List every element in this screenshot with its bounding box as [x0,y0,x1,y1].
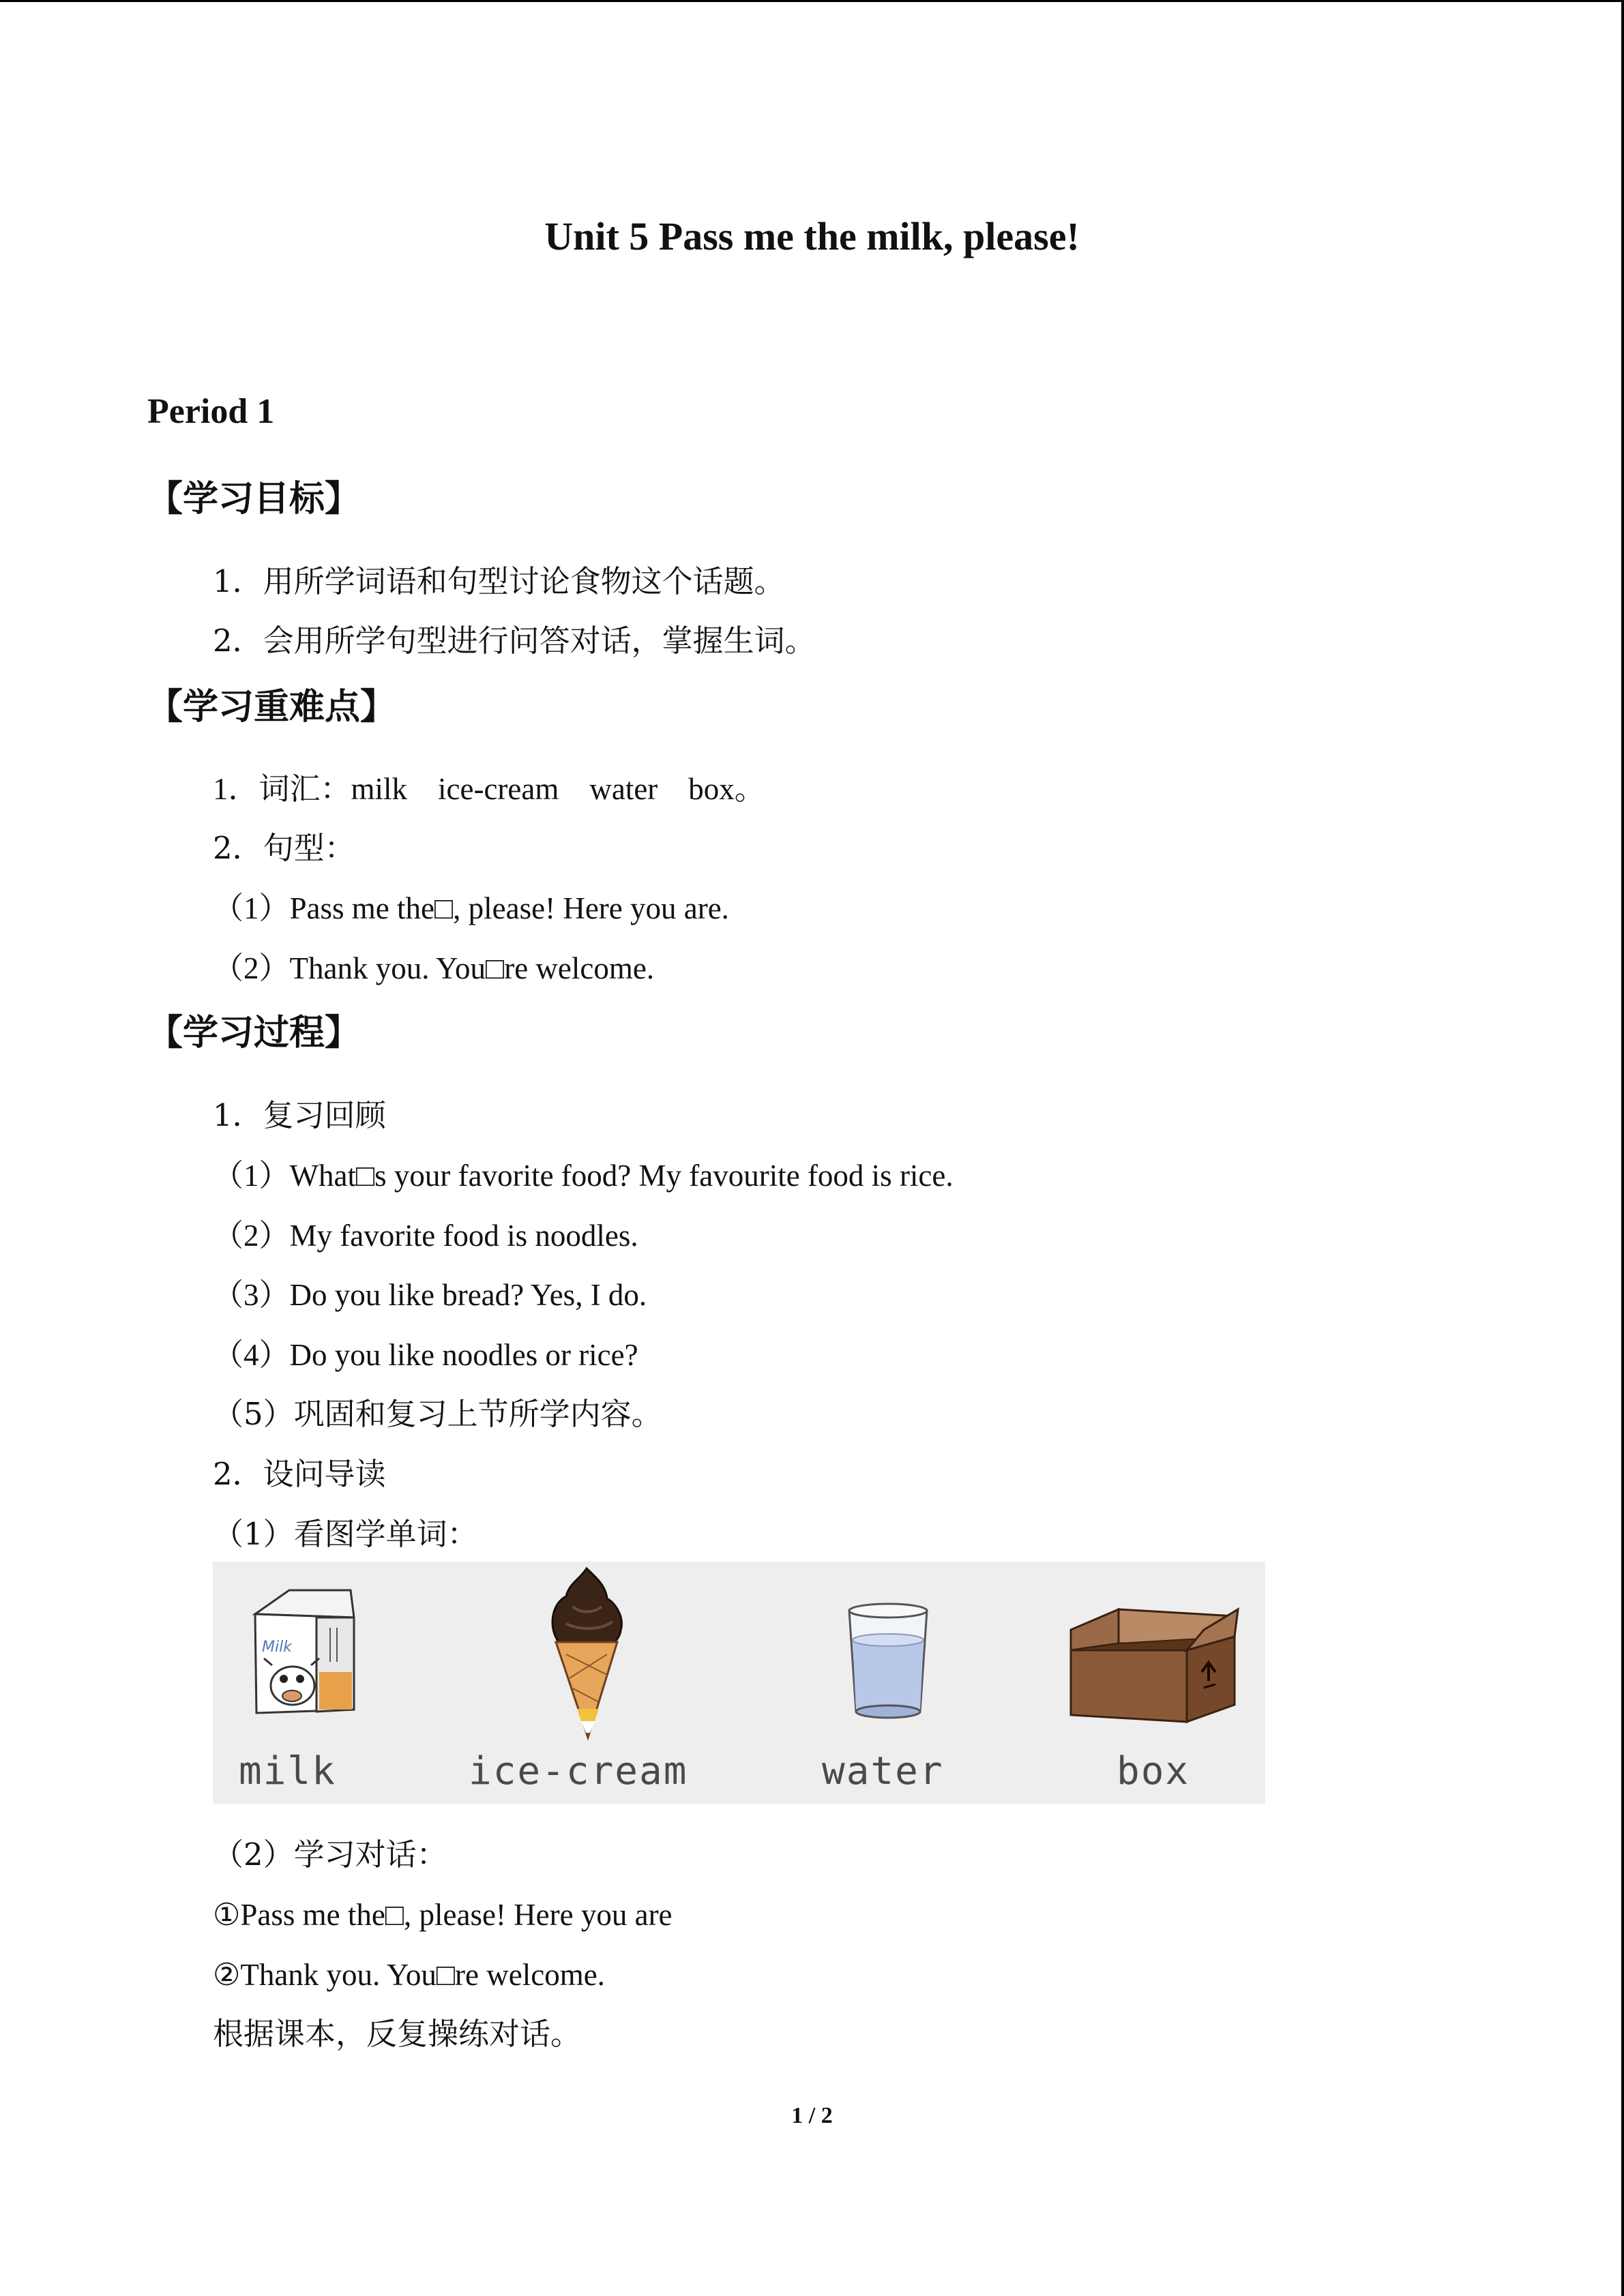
key-point-item: （2）Thank you. You□re welcome. [213,951,655,985]
process-item: 2．设问导读 [213,1456,386,1492]
key-point-item: 1．词汇：milk ice-cream water box。 [213,772,765,806]
water-glass-icon [844,1602,932,1722]
vocabulary-picture-strip [213,1562,1265,1804]
page-top-border [0,0,1624,2]
word-label-milk: milk [239,1749,336,1793]
objective-item: 1．用所学词语和句型讨论食物这个话题。 [213,563,785,599]
objective-item: 2．会用所学句型进行问答对话，掌握生词。 [213,623,816,659]
practice-instruction: 根据课本，反复操练对话。 [213,2016,582,2052]
word-label-water: water [822,1749,944,1793]
process-item: （4）Do you like noodles or rice? [213,1338,638,1372]
word-label-box: box [1117,1749,1190,1793]
box-icon [1064,1596,1241,1729]
section-heading-key-points: 【学习重难点】 [147,687,396,728]
process-item: （3）Do you like bread? Yes, I do. [213,1278,647,1312]
process-item: 1．复习回顾 [213,1097,386,1133]
milk-carton-icon [235,1577,364,1723]
section-heading-objectives: 【学习目标】 [147,479,361,520]
section-heading-process: 【学习过程】 [147,1013,361,1054]
ice-cream-icon [539,1566,634,1743]
process-item: （5）巩固和复习上节所学内容。 [213,1396,662,1432]
page-right-border [1621,0,1624,2296]
page-title: Unit 5 Pass me the milk, please! [544,214,1080,258]
dialogue-line: ②Thank you. You□re welcome. [213,1958,605,1992]
period-heading: Period 1 [147,392,275,431]
process-item: （2）学习对话： [213,1836,447,1873]
key-point-item: （1）Pass me the□, please! Here you are. [213,891,729,925]
svg-text:Milk: Milk [262,1639,292,1656]
page-number: 1 / 2 [791,2103,833,2128]
word-label-ice-cream: ice-cream [469,1749,688,1793]
dialogue-line: ①Pass me the□, please! Here you are [213,1898,673,1932]
process-item: （1）看图学单词： [213,1516,478,1552]
process-item: （1）What□s your favorite food? My favourite food is rice. [213,1159,954,1193]
key-point-item: 2．句型： [213,830,355,866]
process-item: （2）My favorite food is noodles. [213,1219,638,1253]
